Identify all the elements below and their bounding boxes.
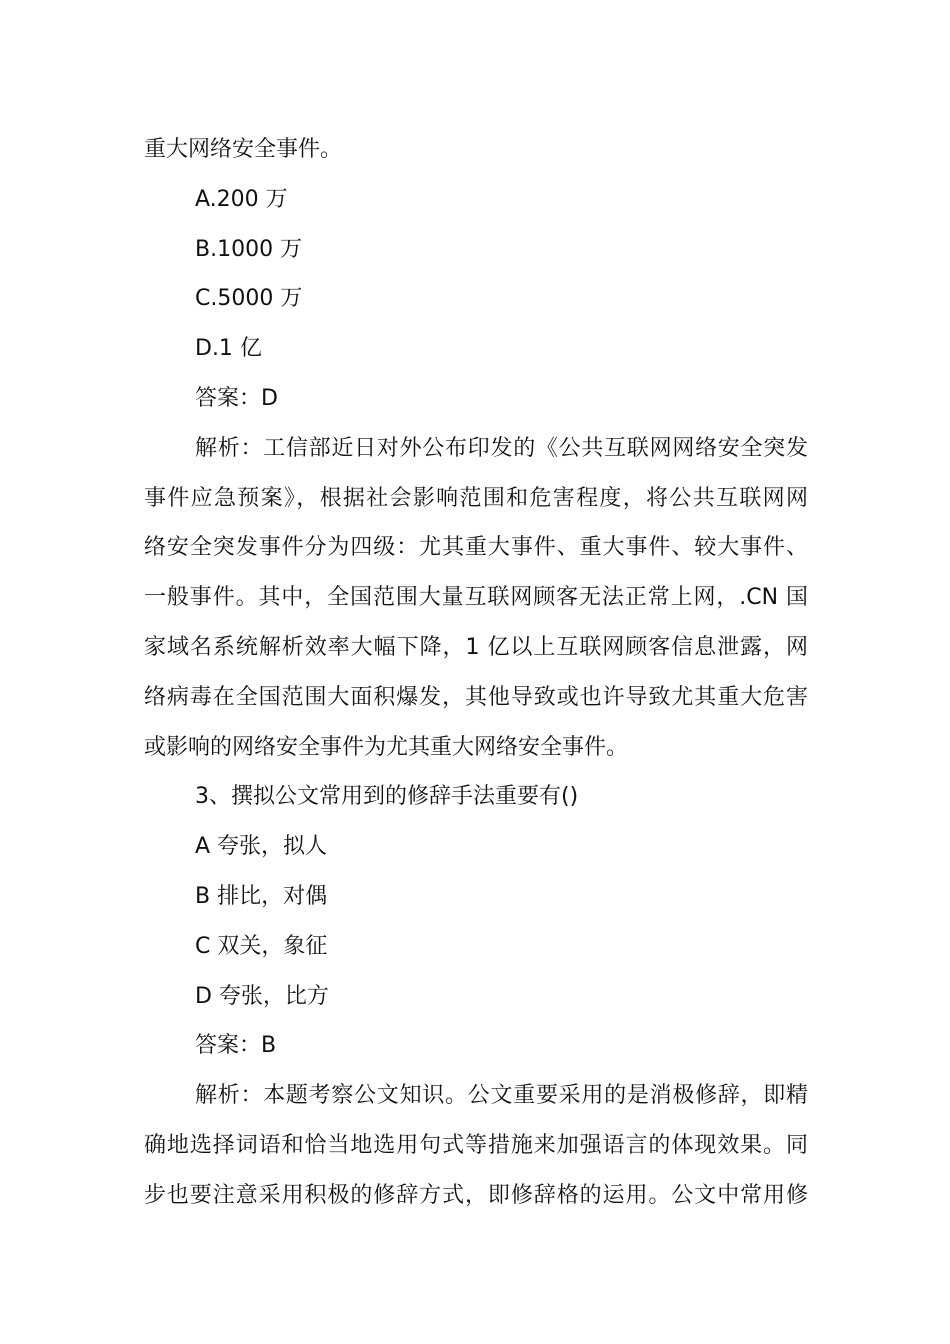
option-b: B.1000 万	[195, 236, 303, 262]
explanation-line: 络安全突发事件分为四级：尤其重大事件、重大事件、较大事件、	[144, 535, 808, 561]
option-a: A.200 万	[195, 186, 288, 212]
paragraph-continuation: 重大网络安全事件。	[144, 137, 343, 162]
answer-line: 答案：D	[195, 385, 278, 411]
option-d: D 夸张，比方	[195, 983, 329, 1009]
explanation-line: 络病毒在全国范围大面积爆发，其他导致或也许导致尤其重大危害	[144, 684, 808, 710]
explanation-line: 确地选择词语和恰当地选用句式等措施来加强语言的体现效果。同	[144, 1132, 808, 1158]
option-c: C 双关，象征	[195, 933, 328, 959]
explanation-line: 家域名系统解析效率大幅下降，1 亿以上互联网顾客信息泄露，网	[144, 634, 808, 660]
explanation-line: 步也要注意采用积极的修辞方式，即修辞格的运用。公文中常用修	[144, 1182, 808, 1208]
option-d: D.1 亿	[195, 336, 262, 362]
explanation-line: 或影响的网络安全事件为尤其重大网络安全事件。	[144, 734, 629, 760]
answer-line: 答案：B	[195, 1033, 277, 1059]
option-a: A 夸张，拟人	[195, 834, 328, 860]
document-body	[144, 125, 808, 1221]
explanation-line: 事件应急预案》，根据社会影响范围和危害程度，将公共互联网网	[144, 485, 808, 511]
option-c: C.5000 万	[195, 286, 303, 312]
question-3: 3、撰拟公文常用到的修辞手法重要有()	[195, 784, 579, 810]
option-b: B 排比，对偶	[195, 883, 328, 909]
explanation-line: 解析：工信部近日对外公布印发的《公共互联网网络安全突发	[195, 435, 808, 461]
explanation-line: 解析：本题考察公文知识。公文重要采用的是消极修辞，即精	[195, 1083, 808, 1109]
explanation-line: 一般事件。其中，全国范围大量互联网顾客无法正常上网，.CN 国	[144, 585, 808, 611]
